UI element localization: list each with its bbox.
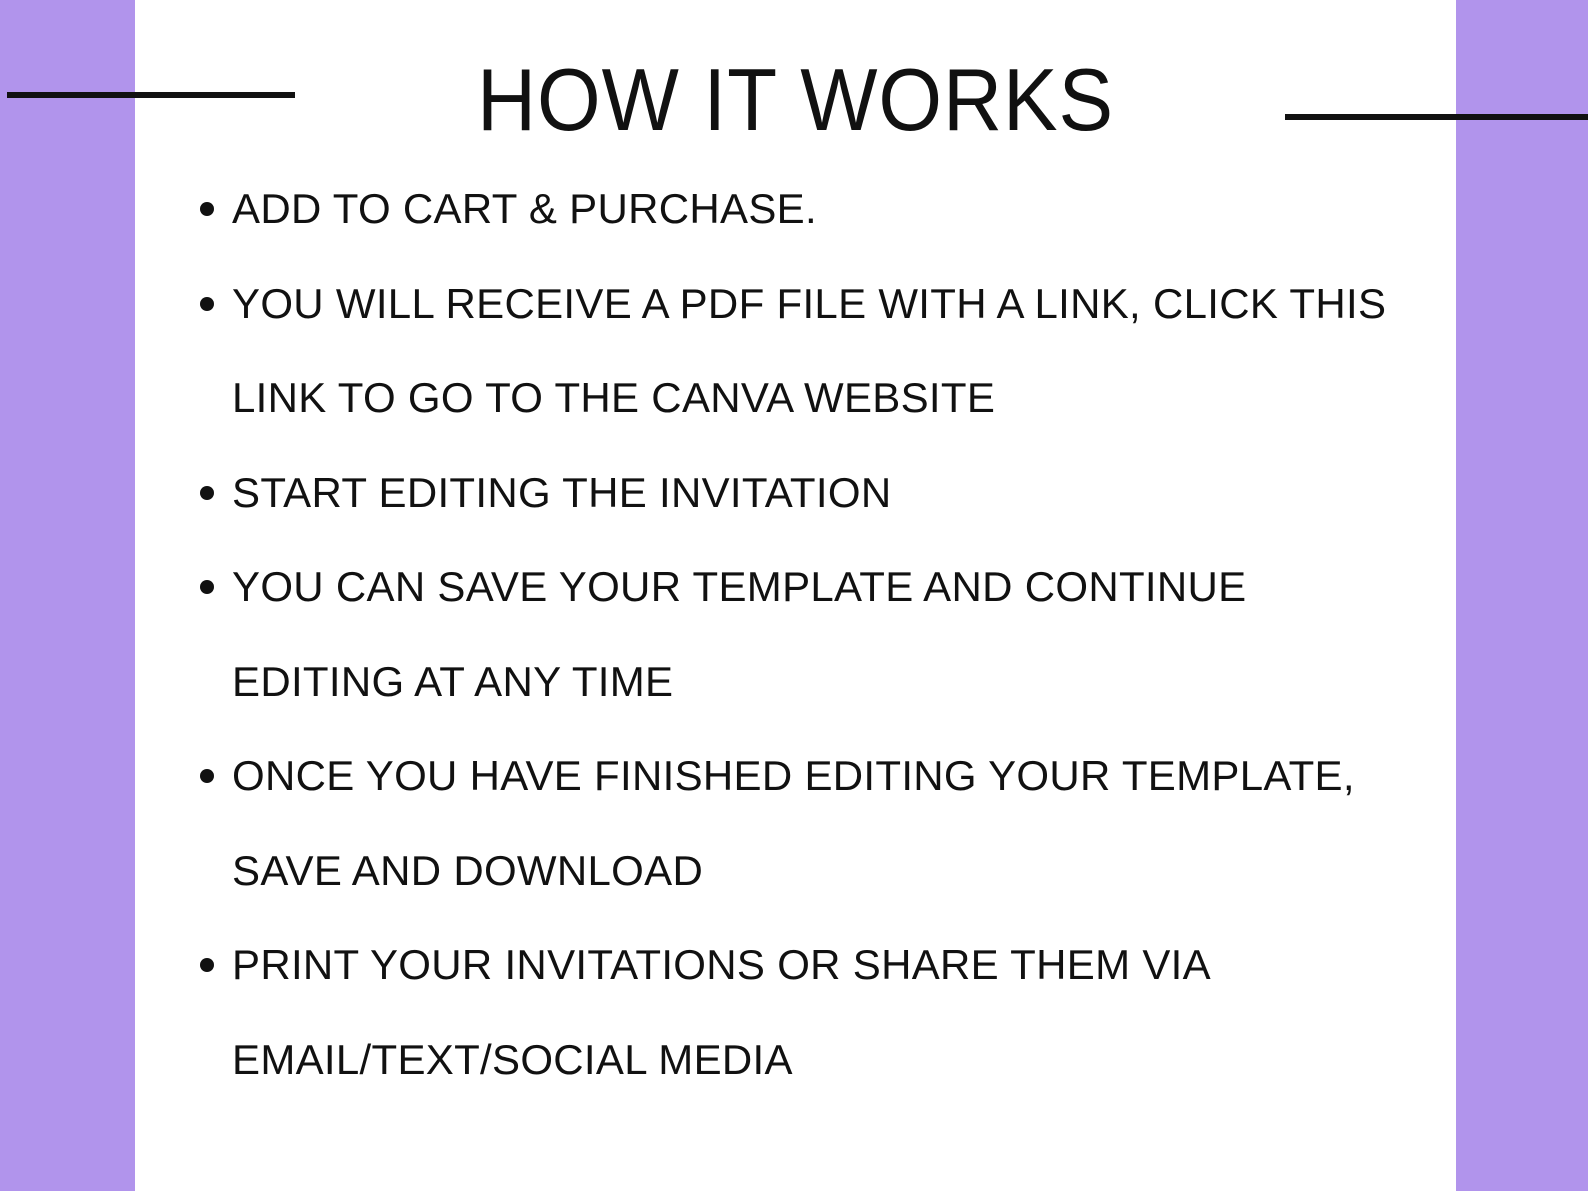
left-purple-band	[0, 0, 135, 1191]
step-line: ADD TO CART & PURCHASE.	[232, 185, 817, 232]
step-line: EDITING AT ANY TIME	[232, 657, 674, 705]
bullet-icon	[200, 769, 214, 783]
step-line: PRINT YOUR INVITATIONS OR SHARE THEM VIA	[232, 941, 1211, 988]
step-line: EMAIL/TEXT/SOCIAL MEDIA	[232, 1035, 793, 1083]
step-item	[200, 446, 1450, 541]
step-line: ONCE YOU HAVE FINISHED EDITING YOUR TEMPLATE,	[232, 752, 1355, 799]
step-item	[200, 729, 1450, 918]
bullet-icon	[200, 958, 214, 972]
step-item	[200, 257, 1450, 446]
step-line: YOU WILL RECEIVE A PDF FILE WITH A LINK, CLICK THIS	[232, 279, 1387, 327]
step-item	[200, 162, 1450, 257]
bullet-icon	[200, 486, 214, 500]
step-item	[200, 540, 1450, 729]
bullet-icon	[200, 580, 214, 594]
steps-list	[200, 162, 1450, 1107]
step-item	[200, 918, 1450, 1107]
page-title: HOW IT WORKS	[476, 50, 1115, 149]
bullet-icon	[200, 297, 214, 311]
bullet-icon	[200, 202, 214, 216]
right-purple-band	[1456, 0, 1588, 1191]
step-line: SAVE AND DOWNLOAD	[232, 846, 704, 894]
step-line: LINK TO GO TO THE CANVA WEBSITE	[232, 374, 996, 421]
step-line: YOU CAN SAVE YOUR TEMPLATE AND CONTINUE	[232, 563, 1247, 610]
step-line: START EDITING THE INVITATION	[232, 468, 892, 516]
